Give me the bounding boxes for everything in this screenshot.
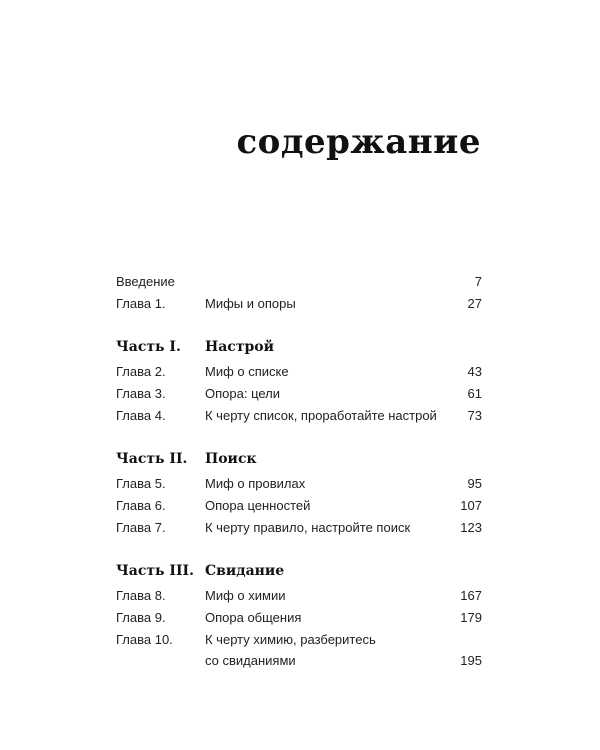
toc-entry-chapter-10-continuation[interactable] xyxy=(116,651,482,671)
entry-label: Глава 2. xyxy=(116,364,166,379)
toc-entry-intro[interactable] xyxy=(116,271,482,293)
table-of-contents xyxy=(116,271,482,671)
part-heading-1[interactable] xyxy=(116,335,482,359)
part-label: Часть I. xyxy=(116,339,181,355)
entry-title: Миф о химии xyxy=(205,588,286,603)
entry-page-number: 7 xyxy=(474,274,482,289)
part-title: Поиск xyxy=(205,451,257,467)
entry-page-number: 73 xyxy=(467,408,482,423)
entry-title: Опора ценностей xyxy=(205,498,311,513)
entry-label: Глава 4. xyxy=(116,408,166,423)
part-heading-2[interactable] xyxy=(116,447,482,471)
entry-label: Глава 9. xyxy=(116,610,166,625)
entry-title: Опора: цели xyxy=(205,386,281,401)
entry-title: Миф о провилах xyxy=(205,476,306,491)
entry-label: Глава 6. xyxy=(116,498,166,513)
part-title: Свидание xyxy=(205,563,285,579)
toc-entry-chapter-10[interactable] xyxy=(116,629,482,651)
part-heading-3[interactable] xyxy=(116,559,482,583)
entry-title: К черту химию, разберитесь xyxy=(205,632,376,647)
entry-page-number: 95 xyxy=(467,476,482,491)
entry-title: Мифы и опоры xyxy=(205,296,296,311)
toc-entry-chapter-5[interactable] xyxy=(116,473,482,495)
entry-page-number: 61 xyxy=(467,386,482,401)
entry-label: Глава 1. xyxy=(116,296,166,311)
entry-page-number: 43 xyxy=(467,364,482,379)
part-label: Часть III. xyxy=(116,563,194,579)
toc-entry-chapter-6[interactable] xyxy=(116,495,482,517)
toc-entry-chapter-7[interactable] xyxy=(116,517,482,539)
entry-title: Опора общения xyxy=(205,610,302,625)
entry-page-number: 179 xyxy=(460,610,482,625)
toc-entry-chapter-4[interactable] xyxy=(116,405,482,427)
entry-label: Глава 5. xyxy=(116,476,166,491)
entry-page-number: 195 xyxy=(460,653,482,668)
entry-label: Введение xyxy=(116,274,175,289)
entry-label: Глава 10. xyxy=(116,632,173,647)
entry-page-number: 27 xyxy=(467,296,482,311)
page-title: содержание xyxy=(236,122,481,162)
toc-entry-chapter-8[interactable] xyxy=(116,585,482,607)
part-label: Часть II. xyxy=(116,451,188,467)
entry-title: Миф о списке xyxy=(205,364,289,379)
toc-entry-chapter-2[interactable] xyxy=(116,361,482,383)
toc-entry-chapter-9[interactable] xyxy=(116,607,482,629)
entry-label: Глава 7. xyxy=(116,520,166,535)
entry-label: Глава 3. xyxy=(116,386,166,401)
entry-title: К черту список, проработайте настрой xyxy=(205,408,437,423)
toc-entry-chapter-3[interactable] xyxy=(116,383,482,405)
entry-title: К черту правило, настройте поиск xyxy=(205,520,411,535)
entry-page-number: 167 xyxy=(460,588,482,603)
entry-page-number: 123 xyxy=(460,520,482,535)
entry-page-number: 107 xyxy=(460,498,482,513)
toc-entry-chapter-1[interactable] xyxy=(116,293,482,315)
part-title: Настрой xyxy=(205,339,275,355)
entry-label: Глава 8. xyxy=(116,588,166,603)
entry-title-continuation: со свиданиями xyxy=(205,653,296,668)
